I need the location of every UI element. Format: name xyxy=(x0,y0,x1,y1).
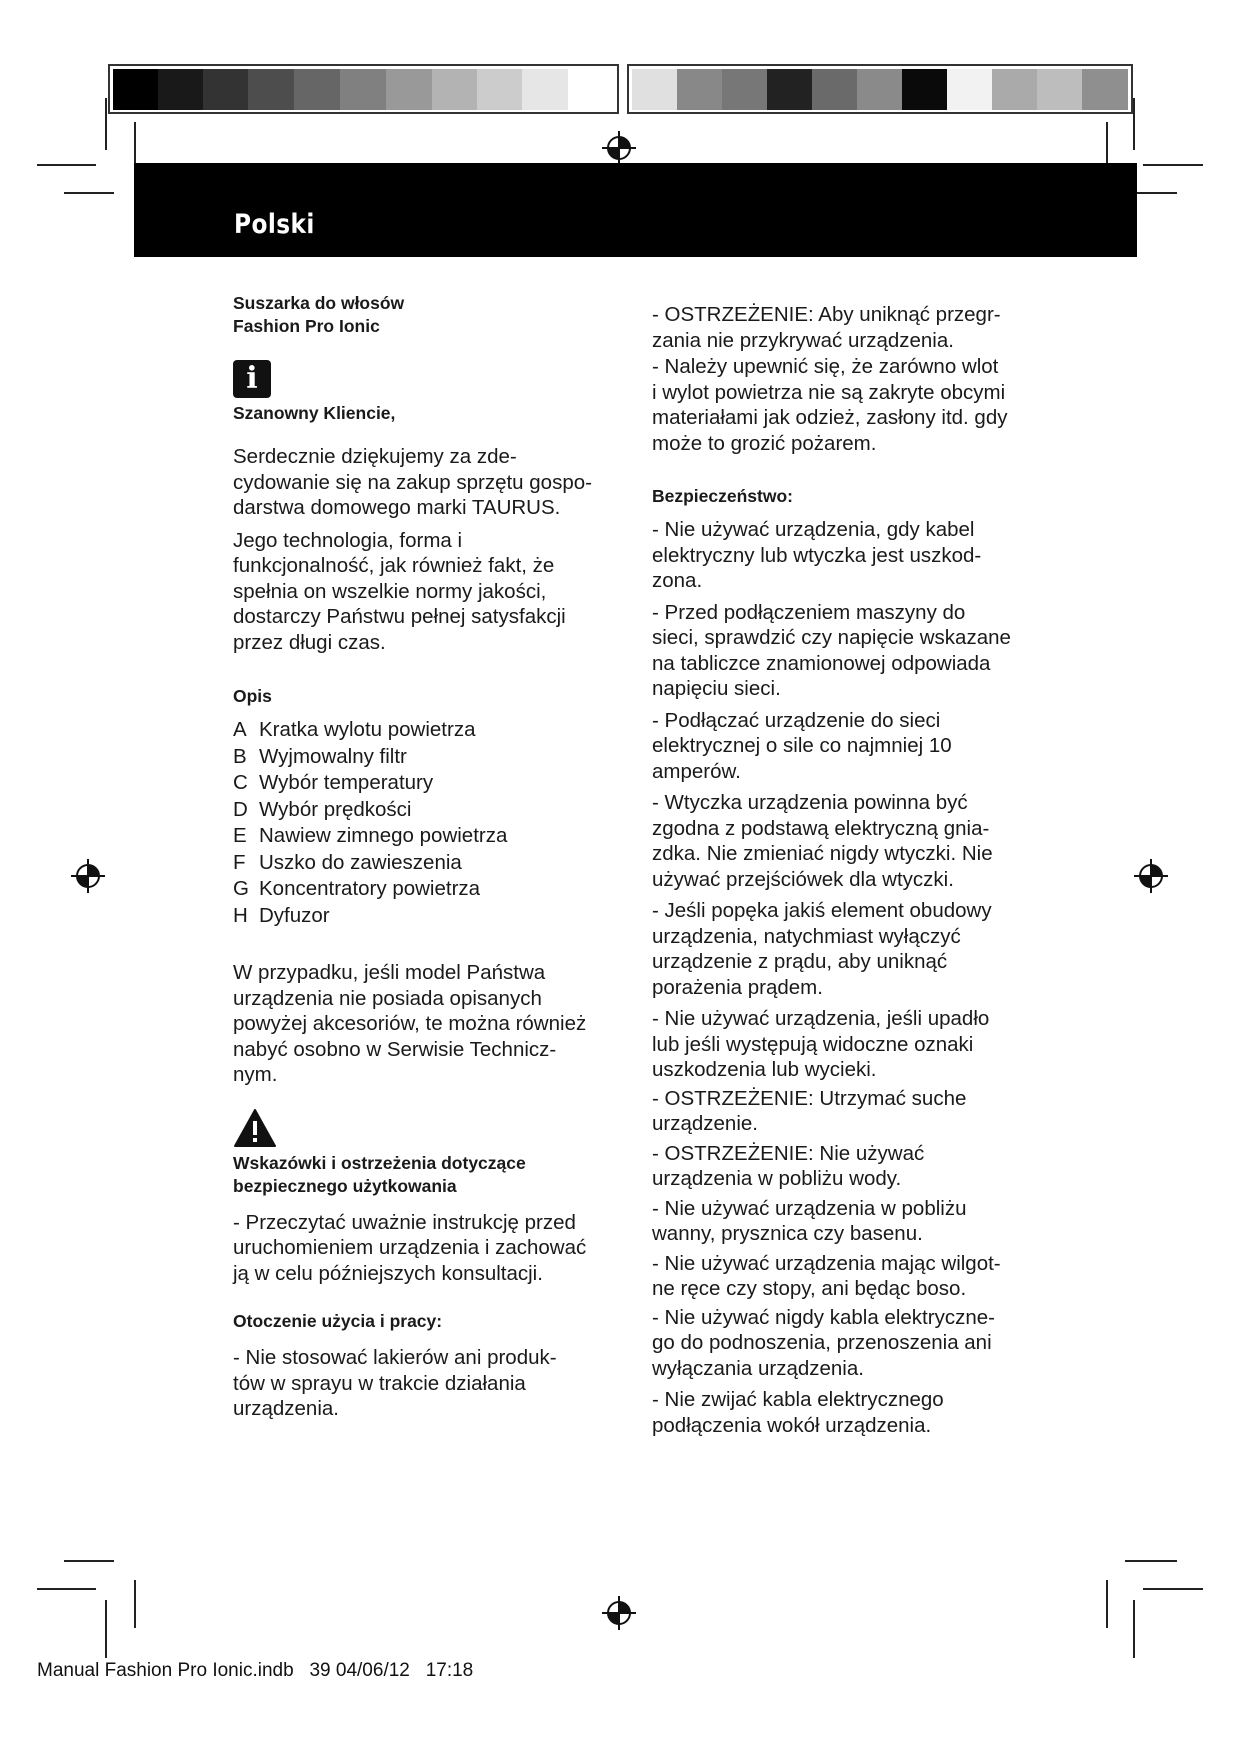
security-item xyxy=(652,1196,1047,1247)
text-line: Serdecznie dziękujemy za zde- xyxy=(233,445,517,468)
crop-mark xyxy=(1143,164,1203,166)
text-line: powyżej akcesoriów, te można również xyxy=(233,1012,587,1035)
swatch xyxy=(203,69,248,110)
swatch xyxy=(1082,69,1128,110)
text-line: lub jeśli występują widoczne oznaki xyxy=(652,1032,974,1056)
swatch xyxy=(158,69,203,110)
swatch xyxy=(477,69,522,110)
registration-mark-icon xyxy=(601,1595,637,1631)
environment-heading: Otoczenie użycia i pracy: xyxy=(233,1311,443,1331)
text-line: zania nie przykrywać urządzenia. xyxy=(652,328,954,352)
part-name: Wybór prędkości xyxy=(259,797,412,821)
text-line: Jego technologia, forma i xyxy=(233,528,463,552)
header-band xyxy=(134,163,1137,257)
text-line: - Przeczytać uważnie instrukcję przed xyxy=(233,1210,576,1234)
part-name: Kratka wylotu powietrza xyxy=(259,718,476,741)
text-line: zona. xyxy=(652,569,703,592)
text-line: zdka. Nie zmieniać nigdy wtyczki. Nie xyxy=(652,842,993,865)
part-letter: H xyxy=(233,903,248,927)
text-line: napięciu sieci. xyxy=(652,677,781,700)
text-line: używać przejściówek dla wtyczki. xyxy=(652,867,954,891)
part-name: Wybór temperatury xyxy=(259,771,434,794)
security-item xyxy=(652,600,1047,702)
text-line: porażenia prądem. xyxy=(652,975,823,999)
list-item xyxy=(233,770,623,797)
product-title-line2: Fashion Pro Ionic xyxy=(233,316,380,336)
swatch xyxy=(340,69,386,110)
crop-mark xyxy=(105,98,107,150)
swatch xyxy=(992,69,1037,110)
accessory-paragraph xyxy=(233,960,623,1088)
swatch xyxy=(947,69,992,110)
list-item xyxy=(233,797,623,824)
text-line: elektrycznej o sile co najmniej 10 xyxy=(652,734,952,757)
text-line: - Podłączać urządzenie do sieci xyxy=(652,708,941,732)
text-line: - Jeśli popęka jakiś element obudowy xyxy=(652,899,992,922)
swatch xyxy=(113,69,158,110)
text-line: urządzenie z prądu, aby uniknąć xyxy=(652,950,948,973)
part-letter: E xyxy=(233,824,247,847)
intro-paragraph xyxy=(233,444,623,521)
part-name: Koncentratory powietrza xyxy=(259,877,481,900)
text-line: - Przed podłączeniem maszyny do xyxy=(652,600,966,624)
security-item xyxy=(652,1305,1047,1382)
list-item xyxy=(233,850,623,877)
opis-heading: Opis xyxy=(233,686,272,706)
crop-mark xyxy=(1143,1588,1203,1590)
text-line: - Nie zwijać kabla elektrycznego xyxy=(652,1388,944,1411)
text-line: urządzenia. xyxy=(233,1397,339,1420)
crop-mark xyxy=(64,1560,114,1562)
text-line: zgodna z podstawą elektryczną gnia- xyxy=(652,816,990,840)
greeting: Szanowny Kliencie, xyxy=(233,403,396,423)
right-column xyxy=(652,302,1047,1438)
text-line: - Należy upewnić się, że zarówno wlot xyxy=(652,355,999,378)
registration-mark-icon xyxy=(1133,858,1169,894)
overheat-warning xyxy=(652,302,1047,353)
text-line: nabyć osobno w Serwisie Technicz- xyxy=(233,1037,557,1061)
text-line: - Nie używać nigdy kabla elektryczne- xyxy=(652,1305,995,1329)
swatch xyxy=(568,69,614,110)
crop-mark xyxy=(1133,98,1135,150)
part-name: Nawiew zimnego powietrza xyxy=(259,824,508,847)
text-line: - OSTRZEŻENIE: Nie używać xyxy=(652,1141,925,1165)
swatch xyxy=(767,69,812,110)
left-column xyxy=(233,292,623,1422)
security-item xyxy=(652,790,1047,892)
text-line: spełnia on wszelkie normy jakości, xyxy=(233,579,547,603)
list-item xyxy=(233,717,623,744)
text-line: tów w sprayu w trakcie działania xyxy=(233,1371,526,1395)
safety-heading-line2: bezpiecznego użytkowania xyxy=(233,1175,457,1196)
text-line: sieci, sprawdzić czy napięcie wskazane xyxy=(652,626,1011,649)
part-letter: F xyxy=(233,850,246,874)
security-item xyxy=(652,1141,1047,1192)
crop-mark xyxy=(1133,1600,1135,1658)
swatch xyxy=(248,69,294,110)
safety-heading-line1: Wskazówki i ostrzeżenia dotyczące xyxy=(233,1152,526,1173)
crop-mark xyxy=(1125,1560,1177,1562)
part-name: Wyjmowalny filtr xyxy=(259,744,407,768)
text-line: uruchomieniem urządzenia i zachować xyxy=(233,1236,587,1259)
swatch xyxy=(432,69,477,110)
info-icon: i xyxy=(233,360,271,398)
text-line: ją w celu późniejszych konsultacji. xyxy=(233,1261,543,1285)
text-line: W przypadku, jeśli model Państwa xyxy=(233,961,546,984)
security-item xyxy=(652,517,1047,594)
list-item xyxy=(233,876,623,903)
text-line: ne ręce czy stopy, ani będąc boso. xyxy=(652,1277,967,1300)
read-instructions-paragraph xyxy=(233,1210,623,1287)
text-line: - Nie stosować lakierów ani produk- xyxy=(233,1346,557,1369)
registration-mark-icon xyxy=(70,858,106,894)
security-item xyxy=(652,1006,1047,1083)
text-line: cydowanie się na zakup sprzętu gospo- xyxy=(233,470,592,494)
text-line: - Wtyczka urządzenia powinna być xyxy=(652,791,968,814)
swatch xyxy=(902,69,947,110)
security-item xyxy=(652,1086,1047,1137)
swatch xyxy=(386,69,432,110)
language-title: Polski xyxy=(234,209,315,240)
part-name: Dyfuzor xyxy=(259,903,330,927)
swatch xyxy=(632,69,677,110)
text-line: urządzenie. xyxy=(652,1112,758,1135)
security-item xyxy=(652,708,1047,785)
swatch xyxy=(1037,69,1082,110)
swatch xyxy=(722,69,767,110)
security-heading: Bezpieczeństwo: xyxy=(652,486,793,506)
text-line: go do podnoszenia, przenoszenia ani xyxy=(652,1331,992,1354)
text-line: podłączenia wokół urządzenia. xyxy=(652,1413,932,1437)
text-line: funkcjonalność, jak również fakt, że xyxy=(233,554,555,577)
crop-mark xyxy=(64,192,114,194)
text-line: - Nie używać urządzenia, jeśli upadło xyxy=(652,1007,990,1030)
security-item xyxy=(652,898,1047,1000)
crop-mark xyxy=(37,164,96,166)
crop-mark xyxy=(105,1600,107,1658)
warning-triangle-icon xyxy=(233,1108,277,1148)
registration-mark-icon xyxy=(601,130,637,166)
crop-mark xyxy=(1106,1580,1108,1628)
text-line: - Nie używać urządzenia mając wilgot- xyxy=(652,1251,1001,1275)
inlet-paragraph xyxy=(652,354,1047,456)
text-line: wyłączania urządzenia. xyxy=(652,1356,864,1380)
crop-mark xyxy=(37,1588,96,1590)
text-line: urządzenia w pobliżu wody. xyxy=(652,1167,902,1190)
part-letter: A xyxy=(233,718,247,741)
text-line: darstwa domowego marki TAURUS. xyxy=(233,496,561,519)
list-item xyxy=(233,744,623,771)
part-letter: C xyxy=(233,771,248,794)
swatch xyxy=(522,69,568,110)
text-line: urządzenia nie posiada opisanych xyxy=(233,986,542,1010)
text-line: może to grozić pożarem. xyxy=(652,431,877,455)
text-line: - Nie używać urządzenia, gdy kabel xyxy=(652,518,975,541)
part-letter: G xyxy=(233,877,249,900)
text-line: na tabliczce znamionowej odpowiada xyxy=(652,651,991,675)
info-icon-wrap xyxy=(233,360,623,398)
swatch xyxy=(294,69,340,110)
list-item xyxy=(233,823,623,850)
product-title-line1: Suszarka do włosów xyxy=(233,293,405,313)
text-line: uszkodzenia lub wycieki. xyxy=(652,1058,877,1081)
text-line: - Nie używać urządzenia w pobliżu xyxy=(652,1196,967,1220)
file-slug: Manual Fashion Pro Ionic.indb 39 04/06/12 17:18 xyxy=(37,1660,474,1681)
text-line: materiałami jak odzież, zasłony itd. gdy xyxy=(652,406,1008,429)
text-line: i wylot powietrza nie są zakryte obcymi xyxy=(652,380,1006,404)
part-letter: B xyxy=(233,744,247,768)
part-name: Uszko do zawieszenia xyxy=(259,850,462,874)
text-line: wanny, prysznica czy basenu. xyxy=(652,1222,923,1245)
crop-mark xyxy=(134,1580,136,1628)
technology-paragraph xyxy=(233,528,623,656)
parts-list xyxy=(233,717,623,929)
text-line: nym. xyxy=(233,1063,278,1086)
list-item xyxy=(233,903,623,930)
swatch xyxy=(677,69,722,110)
warning-icon-wrap xyxy=(233,1108,623,1150)
swatch xyxy=(812,69,857,110)
environment-paragraph xyxy=(233,1345,623,1422)
security-item xyxy=(652,1251,1047,1302)
text-line: elektryczny lub wtyczka jest uszkod- xyxy=(652,543,982,567)
text-line: - OSTRZEŻENIE: Aby uniknąć przegr- xyxy=(652,303,1001,326)
text-line: przez długi czas. xyxy=(233,630,386,654)
part-letter: D xyxy=(233,797,248,821)
text-line: dostarczy Państwu pełnej satysfakcji xyxy=(233,605,566,628)
text-line: amperów. xyxy=(652,759,741,783)
swatch xyxy=(857,69,902,110)
text-line: - OSTRZEŻENIE: Utrzymać suche xyxy=(652,1086,967,1110)
text-line: urządzenia, natychmiast wyłączyć xyxy=(652,924,961,948)
security-item xyxy=(652,1387,1047,1438)
